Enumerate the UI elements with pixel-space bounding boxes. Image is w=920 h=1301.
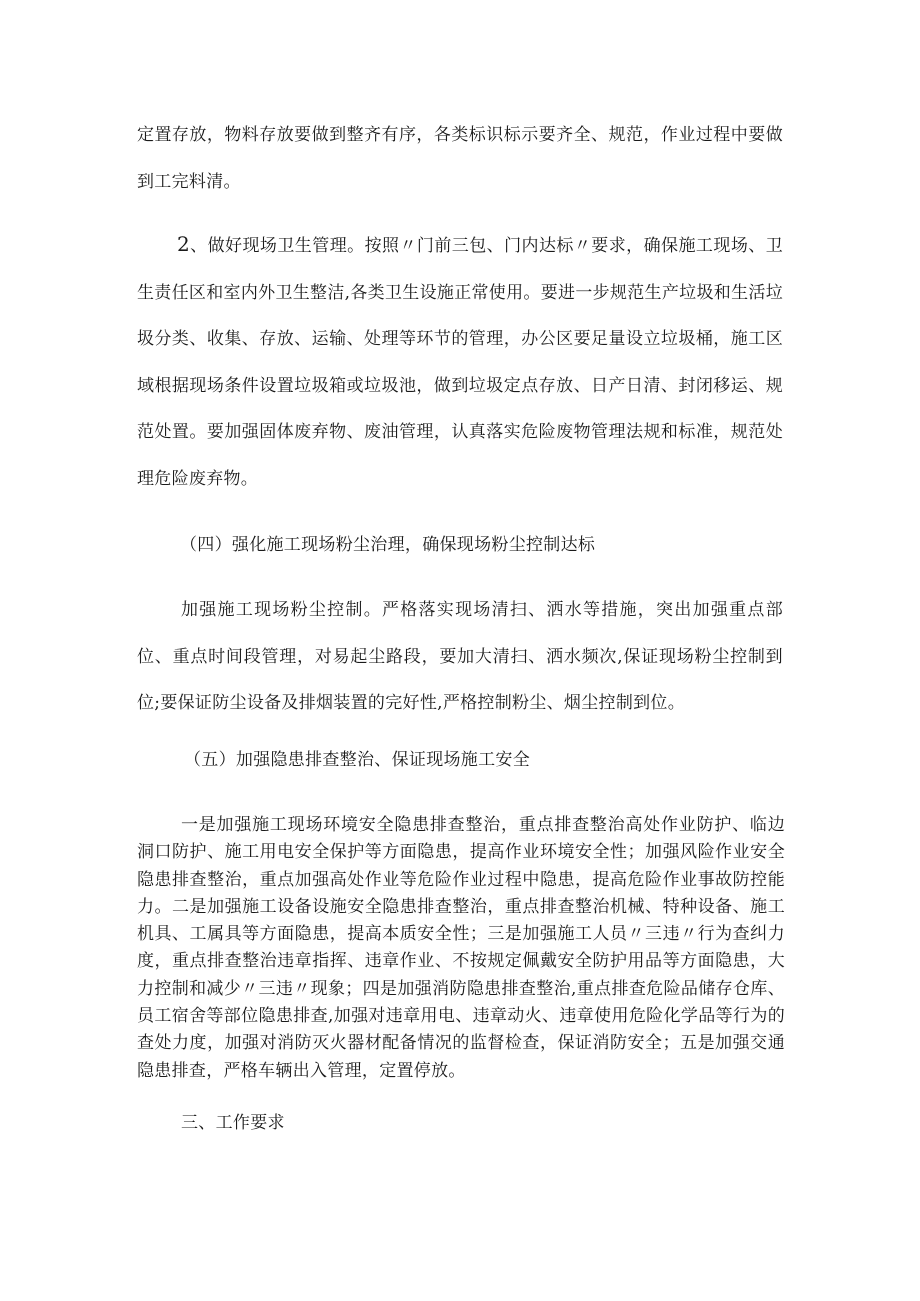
section-4-heading: （四）强化施工现场粉尘治理，确保现场粉尘控制达标 [180, 535, 596, 555]
section-5-heading: （五）加强隐患排查整治、保证现场施工安全 [184, 750, 530, 770]
section-5-body: 一是加强施工现场环境安全隐患排查整治，重点排查整治高处作业防护、临边洞口防护、施工用电安全保护等方面隐患，提高作业环境安全性；加强风险作业安全隐患排查整治，重点加强高处作业等危险作业过程中隐患，提高危险作业事故防控能力。二是加强施工设备设施安全隐患排查整治，重点排查整治机械、特种设备、施工机具、工属具等方面隐患，提高本质安全性；三是加强施工人员〃三违〃行为查纠力度，重点排查整治违章指挥、违章作业、不按规定佩戴安全防护用品等方面隐患，大力控制和减少〃三违〃现象；四是加强消防隐患排查整治,重点排查危险品储存仓库、员工宿舍等部位隐患排查,加强对违章用电、违章动火、违章使用危险化学品等行为的查处力度，加强对消防灭火器材配备情况的监督检查，保证消防安全；五是加强交通隐患排查，严格车辆出入管理，定置停放。 [137, 815, 785, 1081]
section-3-heading: 三、工作要求 [181, 1113, 285, 1133]
section-4-body: 加强施工现场粉尘控制。严格落实现场清扫、洒水等措施，突出加强重点部位、重点时间段管理，对易起尘路段，要加大清扫、洒水频次,保证现场粉尘控制到位;要保证防尘设备及排烟装置的完好性,严格控制粉尘、烟尘控制到位。 [137, 600, 783, 713]
paragraph-item-2 [137, 221, 783, 502]
item-2-text: 、做好现场卫生管理。按照〃门前三包、门内达标〃要求，确保施工现场、卫生责任区和室内外卫生整洁,各类卫生设施正常使用。要进一步规范生产垃圾和生活垃圾分类、收集、存放、运输、处理等环节的管理，办公区要足量设立垃圾桶，施工区域根据现场条件设置垃圾箱或垃圾池，做到垃圾定点存放、日产日清、封闭移运、规范处置。要加强固体废弃物、废油管理，认真落实危险废物管理法规和标准，规范处理危险废弃物。 [137, 236, 783, 489]
item-2-number: 2 [177, 232, 191, 256]
paragraph-continuation: 定置存放，物料存放要做到整齐有序，各类标识标示要齐全、规范，作业过程中要做到工完料清。 [137, 125, 783, 192]
